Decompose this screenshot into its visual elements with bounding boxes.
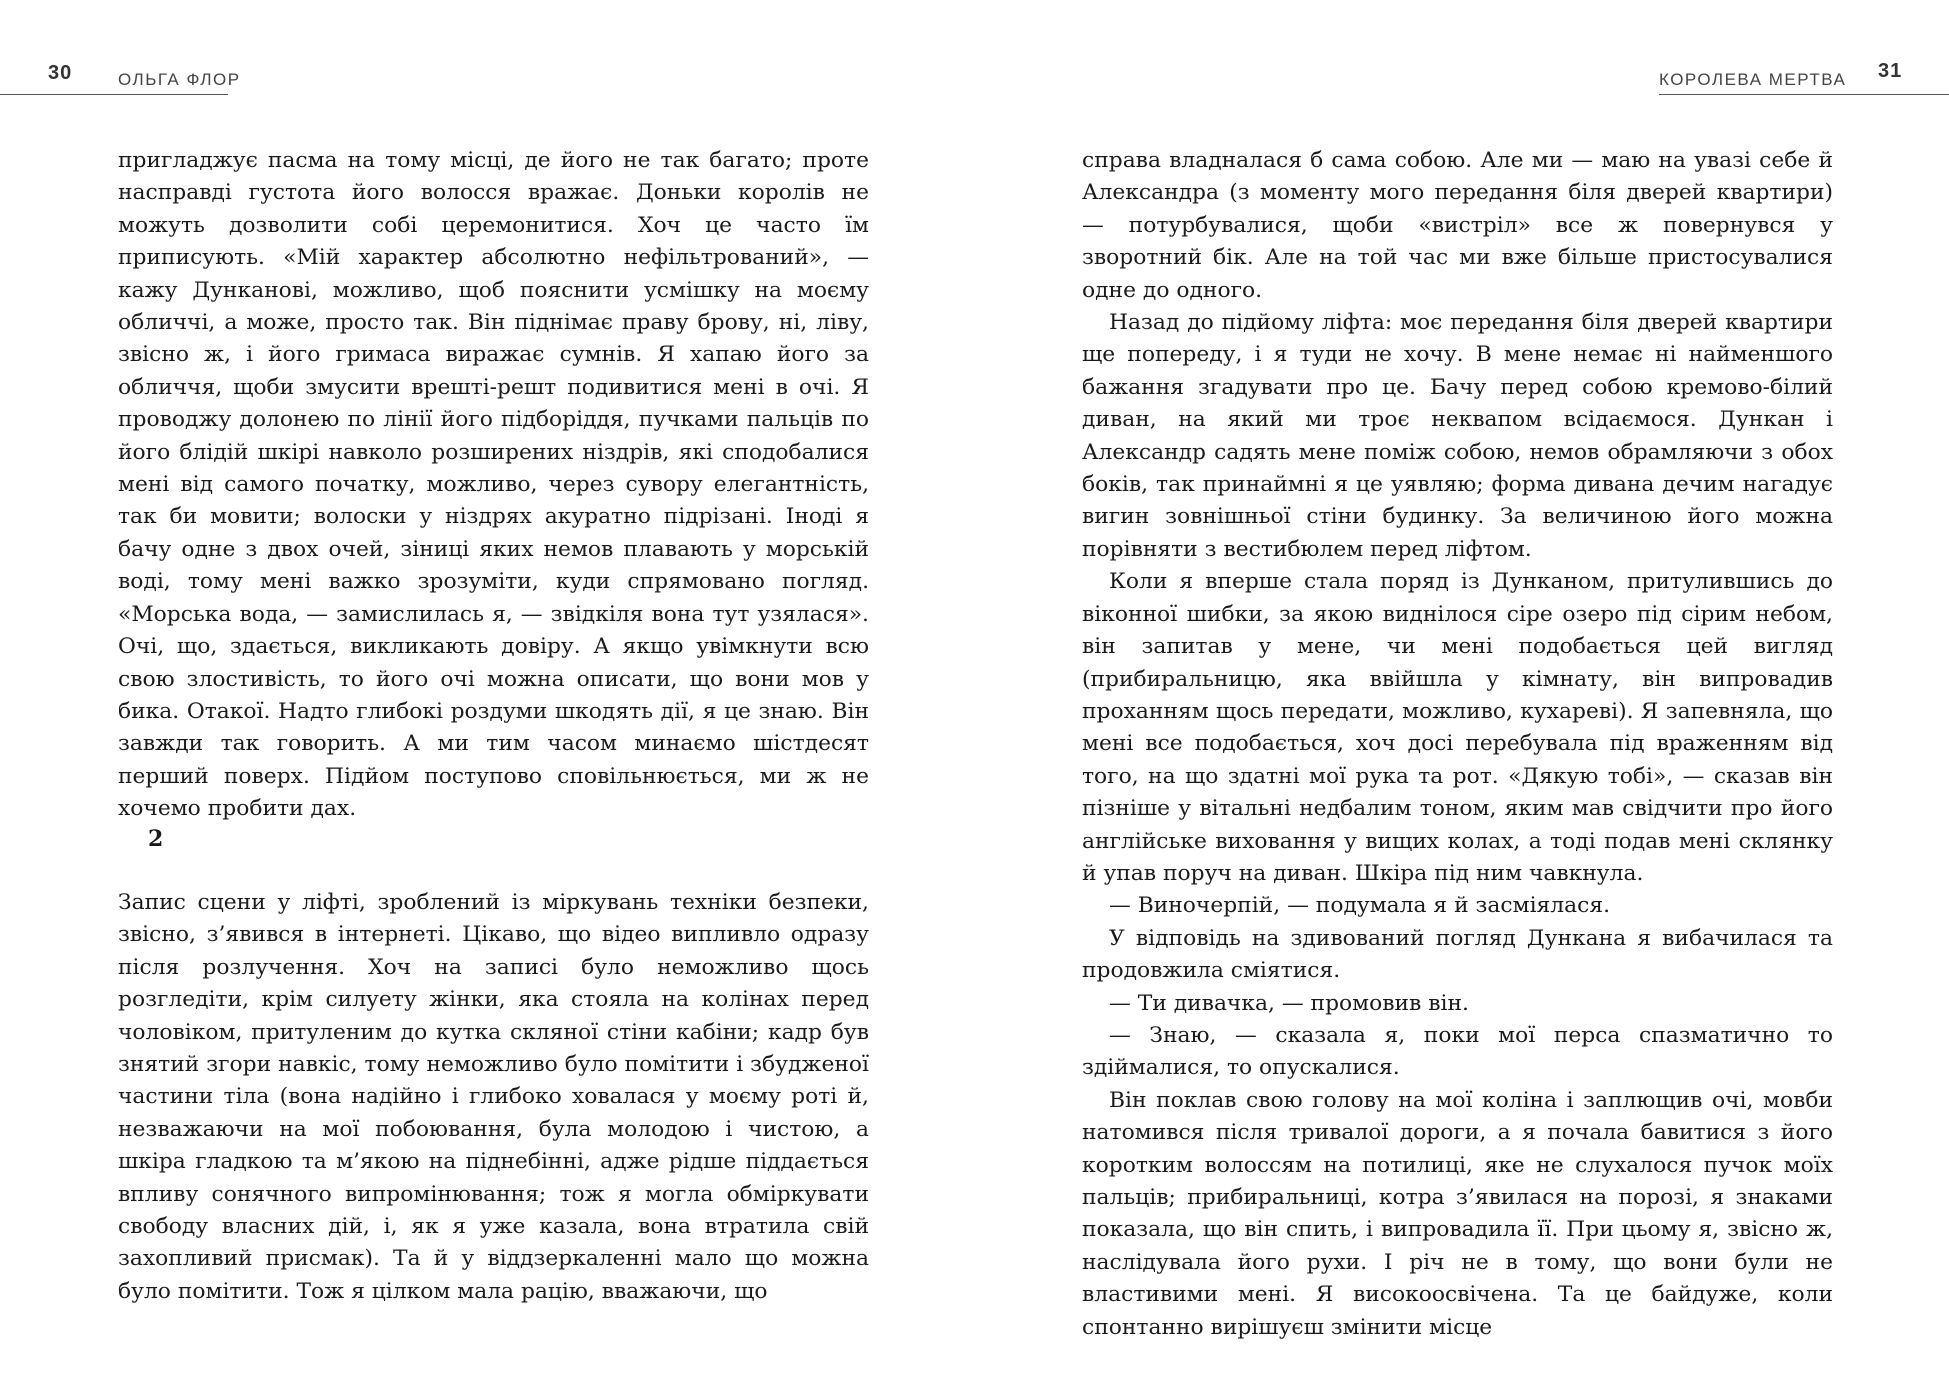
right-paragraph: — Знаю, — сказала я, поки мої перса спазматично то здіймалися, то опускалися. xyxy=(1082,1022,1833,1081)
right-paragraph: Він поклав свою голову на мої коліна і заплющив очі, мовби натомився після тривалої дороги, а я почала бавитися з його коротким волоссям на потилиці, яке не слухалося пучок моїх пальців; прибиральниці, котра з’явилася на порозі, я знаками показала, що він спить, і випровадила її. При цьому я, звісно ж, наслідувала його рухи. І річ не в тому, що вони були не властивими мені. Я високоосвічена. Та це байдуже, коли спонтанно вирішуєш змінити місце xyxy=(1082,1087,1833,1340)
left-running-head: ОЛЬГА ФЛОР xyxy=(118,70,241,89)
right-text xyxy=(1082,145,1833,1344)
left-page-number: 30 xyxy=(48,62,73,84)
left-paragraph-1: пригладжує пасма на тому місці, де його не так багато; проте насправді густота його волосся вражає. Доньки королів не можуть дозволити собі церемонитися. Хоч це часто їм приписують. «Мій характер абсолютно нефільтрований», — кажу Дунканові, можливо, щоб пояснити усмішку на моєму обличчі, а може, просто так. Він піднімає праву брову, ні, ліву, звісно ж, і його гримаса виражає сумнів. Я хапаю його за обличчя, щоби змусити врешті-решт подивитися мені в очі. Я проводжу долонею по лінії його підборіддя, пучками пальців по його блідій шкірі навколо розширених ніздрів, які сподобалися мені від самого початку, можливо, через сувору елегантність, так би мовити; волоски у ніздрях акуратно підрізані. Іноді я бачу одне з двох очей, зіниці яких немов плавають у морській воді, тому мені важко зрозуміти, куди спрямовано погляд. «Морська вода, — замислилась я, — звідкіля вона тут узялася». Очі, що, здається, викликають довіру. А якщо увімкнути всю свою злостивість, то його очі можна описати, що вони мов у бика. Отакої. Надто глибокі роздуми шкодять дії, я це знаю. Він завжди так говорить. А ми тим часом минаємо шістдесят перший поверх. Підйом поступово сповільнюється, ми ж не хочемо пробити дах. xyxy=(118,148,869,822)
right-paragraph: справа владналася б сама собою. Але ми — маю на увазі себе й Александра (з моменту мого передання біля дверей квартири) — потурбувалися, щоби «вистріл» все ж повернувся у зворотний бік. Але на той час ми вже більше пристосувалися одне до одного. xyxy=(1082,148,1833,303)
right-paragraph: Коли я вперше стала поряд із Дунканом, притулившись до віконної шибки, за якою виднілося сіре озеро під сірим небом, він запитав у мене, чи мені подобається цей вигляд (прибиральницю, яка ввійшла у кімнату, він випровадив проханням щось передати, можливо, кухареві). Я запевняла, що мені все подобається, хоч досі перебувала під враженням від того, на що здатні мої рука та рот. «Дякую тобі», — сказав він пізніше у вітальні недбалим тоном, яким мав свідчити про його англійське виховання у вищих колах, а тоді подав мені склянку й упав поруч на диван. Шкіра під ним чавкнула. xyxy=(1082,569,1833,886)
left-text-bottom xyxy=(118,887,869,1308)
right-paragraph: — Виночерпій, — подумала я й засміялася. xyxy=(1109,893,1611,919)
right-paragraph: Назад до підйому ліфта: моє передання біля дверей квартири ще попереду, і я туди не хочу. В мене немає ні найменшого бажання згадувати про це. Бачу перед собою кремово-білий диван, на який ми троє неквапом всідаємося. Дункан і Александр садять мене поміж собою, немов обрамляючи з обох боків, так принаймні я це уявляю; форма дивана дечим нагадує вигин зовнішньої стіни будинку. За величиною його можна порівняти з вестибюлем перед ліфтом. xyxy=(1082,310,1833,562)
right-paragraph: — Ти дивачка, — промовив він. xyxy=(1109,990,1469,1016)
right-running-head: КОРОЛЕВА МЕРТВА xyxy=(1659,70,1847,89)
right-page-number: 31 xyxy=(1878,60,1903,82)
right-page xyxy=(975,0,1949,1388)
left-header-rule xyxy=(0,94,228,95)
right-paragraph: У відповідь на здивований погляд Дункана я вибачилася та продовжила сміятися. xyxy=(1082,925,1833,984)
section-number: 2 xyxy=(148,826,164,852)
left-paragraph-2: Запис сцени у ліфті, зроблений із міркувань техніки безпеки, звісно, з’явився в інтернеті. Цікаво, що відео випливло одразу після розлучення. Хоч на записі було неможливо щось розгледіти, крім силуету жінки, яка стояла на колінах перед чоловіком, притуленим до кутка скляної стіни кабіни; кадр був знятий згори навкіс, тому неможливо було помітити і збудженої частини тіла (вона надійно і глибоко ховалася у моєму роті й, незважаючи на мої побоювання, була молодою і чистою, а шкіра гладкою та м’якою на піднебінні, адже рідше піддається впливу сонячного випромінювання; тож я могла обміркувати свободу власних дій, і, як я уже казала, вона втратила свій захопливий присмак). Та й у віддзеркаленні мало що можна було помітити. Тож я цілком мала рацію, вважаючи, що xyxy=(118,890,869,1304)
left-text-top xyxy=(118,145,869,826)
right-header-rule xyxy=(1659,94,1949,95)
